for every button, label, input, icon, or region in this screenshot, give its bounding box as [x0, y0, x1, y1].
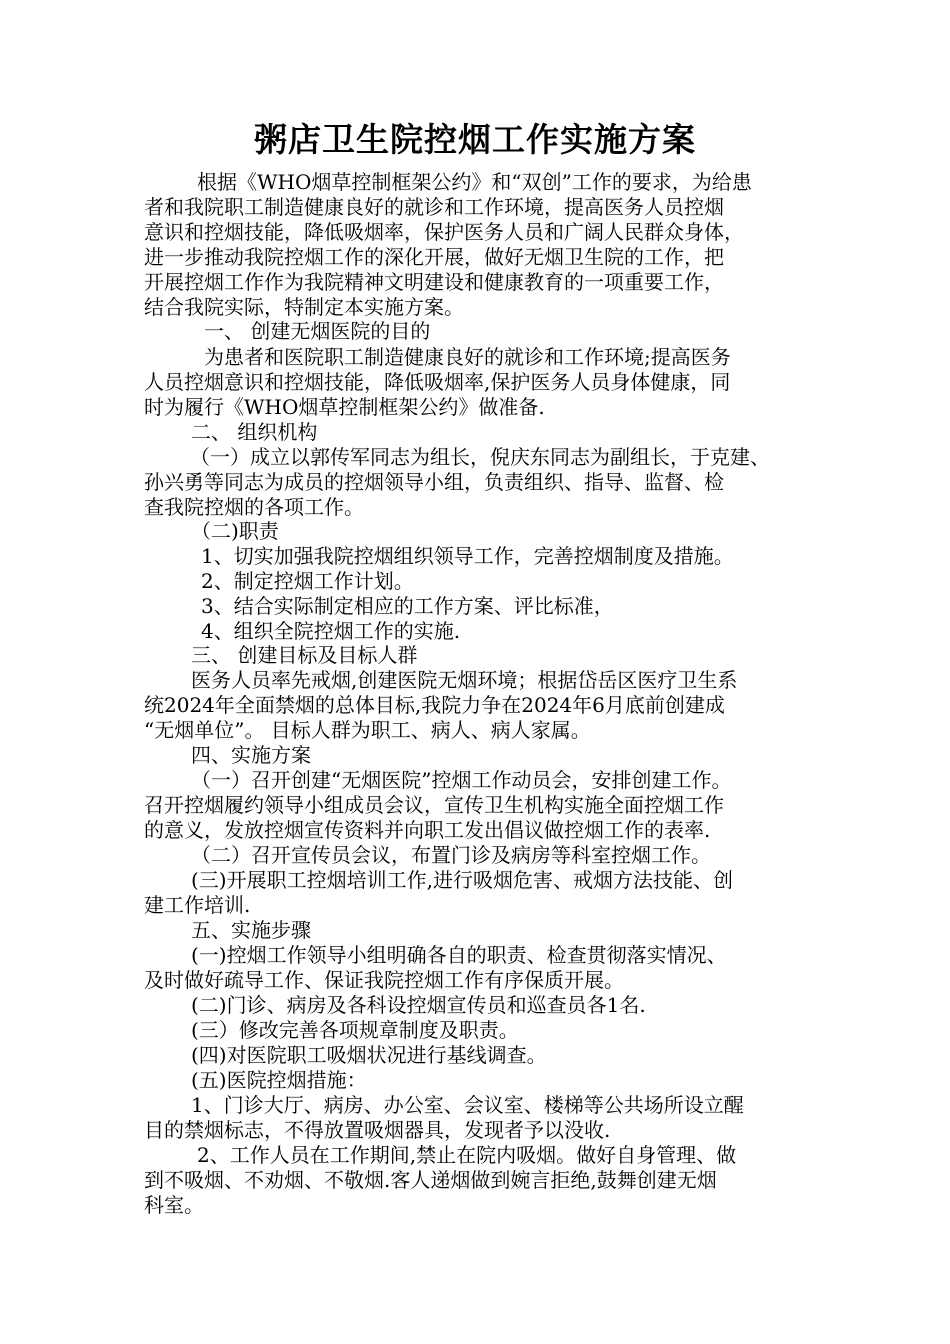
text-line: 的意义，发放控烟宣传资料并向职工发出倡议做控烟工作的表率.: [144, 818, 711, 842]
text-line: (三)开展职工控烟培训工作,进行吸烟危害、戒烟方法技能、创: [191, 868, 733, 892]
text-line: 者和我院职工制造健康良好的就诊和工作环境，提高医务人员控烟: [144, 195, 724, 219]
text-line: 医务人员率先戒烟,创建医院无烟环境；根据岱岳区医疗卫生系: [191, 668, 738, 692]
text-line: “无烟单位”。 目标人群为职工、病人、病人家属。: [144, 718, 591, 742]
subsection-heading: （二)职责: [191, 519, 279, 543]
text-line: 及时做好疏导工作、保证我院控烟工作有序保质开展。: [144, 968, 624, 992]
text-line: 孙兴勇等同志为成员的控烟领导小组，负责组织、指导、监督、检: [144, 470, 724, 494]
section-heading: 一、 创建无烟医院的目的: [204, 319, 431, 343]
section-heading: 二、 组织机构: [191, 420, 318, 444]
list-item: 2、工作人员在工作期间,禁止在院内吸烟。做好自身管理、做: [197, 1143, 737, 1167]
text-line: （一）成立以郭传军同志为组长，倪庆东同志为副组长，于克建、: [190, 445, 770, 469]
list-item: 2、制定控烟工作计划。: [201, 569, 414, 593]
section-heading: 四、实施方案: [191, 743, 311, 767]
text-line: 统2024年全面禁烟的总体目标,我院力争在2024年6月底前创建成: [144, 693, 725, 717]
text-line: 开展控烟工作作为我院精神文明建设和健康教育的一项重要工作，: [144, 270, 724, 294]
text-line: 人员控烟意识和控烟技能，降低吸烟率,保护医务人员身体健康，同: [144, 370, 731, 394]
text-line: 目的禁烟标志，不得放置吸烟器具，发现者予以没收.: [144, 1118, 611, 1142]
text-line: 建工作培训.: [144, 893, 251, 917]
text-line: 科室。: [144, 1193, 204, 1217]
text-line: 查我院控烟的各项工作。: [144, 495, 364, 519]
list-item: 1、切实加强我院控烟组织领导工作，完善控烟制度及措施。: [201, 544, 734, 568]
text-line: 根据《WHO烟草控制框架公约》和“双创”工作的要求，为给患: [197, 170, 752, 194]
text-line: （一）召开创建“无烟医院”控烟工作动员会，安排创建工作。: [191, 768, 732, 792]
list-item: 1、门诊大厅、病房、办公室、会议室、楼梯等公共场所设立醒: [191, 1093, 744, 1117]
text-line: 结合我院实际，特制定本实施方案。: [144, 295, 464, 319]
text-line: 为患者和医院职工制造健康良好的就诊和工作环境;提高医务: [204, 345, 731, 369]
text-line: 进一步推动我院控烟工作的深化开展，做好无烟卫生院的工作，把: [144, 245, 724, 269]
text-line: 时为履行《WHO烟草控制框架公约》做准备.: [144, 395, 545, 419]
text-line: 意识和控烟技能，降低吸烟率，保护医务人员和广阔人民群众身体，: [144, 220, 744, 244]
subsection-heading: (五)医院控烟措施：: [191, 1068, 367, 1092]
text-line: (四)对医院职工吸烟状况进行基线调查。: [191, 1043, 547, 1067]
text-line: (三）修改完善各项规章制度及职责。: [191, 1018, 519, 1042]
list-item: 3、结合实际制定相应的工作方案、评比标准，: [201, 594, 614, 618]
text-line: (二)门诊、病房及各科设控烟宣传员和巡查员各1名.: [191, 993, 646, 1017]
text-line: （二）召开宣传员会议，布置门诊及病房等科室控烟工作。: [191, 843, 711, 867]
list-item: 4、组织全院控烟工作的实施.: [201, 619, 461, 643]
section-heading: 三、 创建目标及目标人群: [191, 643, 418, 667]
text-line: (一)控烟工作领导小组明确各自的职责、检查贯彻落实情况、: [191, 943, 727, 967]
text-line: 到不吸烟、不劝烟、不敬烟.客人递烟做到婉言拒绝,鼓舞创建无烟: [144, 1168, 717, 1192]
text-line: 召开控烟履约领导小组成员会议，宣传卫生机构实施全面控烟工作: [144, 793, 724, 817]
document-title: 粥店卫生院控烟工作实施方案: [254, 120, 696, 159]
section-heading: 五、实施步骤: [191, 918, 311, 942]
